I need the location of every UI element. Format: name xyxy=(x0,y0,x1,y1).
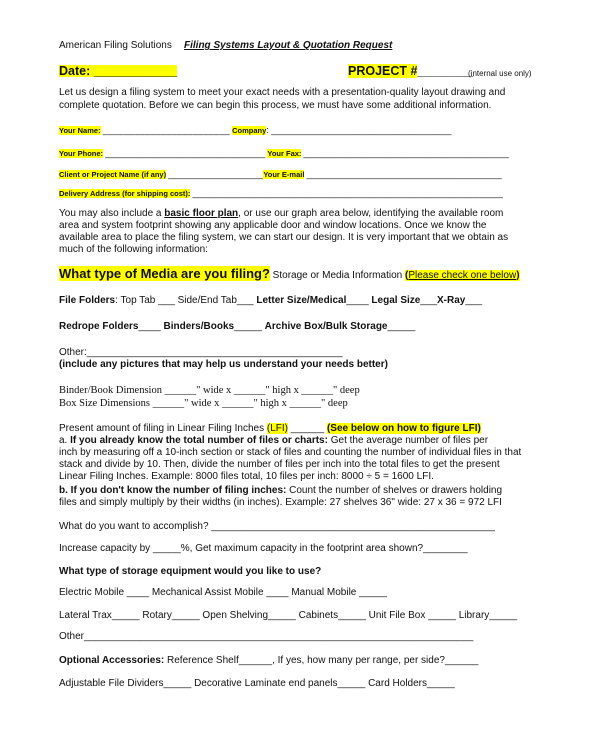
company-label: Company xyxy=(232,126,267,135)
delivery-row xyxy=(59,187,503,200)
legal-blank[interactable]: ___ xyxy=(420,295,438,306)
company-name: American Filing Solutions xyxy=(59,40,172,51)
pictures-note xyxy=(59,359,388,371)
project-label: PROJECT # xyxy=(348,64,418,78)
project-field[interactable] xyxy=(348,65,473,77)
legal-label: Legal Size xyxy=(371,295,421,306)
document-title xyxy=(184,40,392,52)
email-input[interactable]: _______________________________________ xyxy=(306,169,502,179)
increase-capacity-field[interactable]: Increase capacity by _____%, Get maximum capacity in the footprint area shown?________ xyxy=(59,543,468,554)
redrope-label: Redrope Folders xyxy=(59,321,139,332)
name-label: Your Name: xyxy=(59,126,101,135)
redrope-blank[interactable]: ____ xyxy=(138,321,164,332)
binders-blank[interactable]: _____ xyxy=(234,321,265,332)
lfi-a-line-3: stack and divide by 10. Then, divide the number of files per inch into the total files to get the present xyxy=(59,459,500,470)
floorplan-link[interactable]: basic floor plan xyxy=(164,208,239,219)
lfi-present: Present amount of filing in Linear Filing Inches xyxy=(59,423,267,434)
lfi-a-line-4: Linear Filing Inches. Example: 8000 files total, 10 files per inch: 8000 ÷ 5 = 1600 LFI. xyxy=(59,471,434,482)
lfi-a-line-1 xyxy=(59,435,488,447)
box-dimension[interactable]: Box Size Dimensions ______" wide x ______" high x ______" deep xyxy=(59,398,348,409)
floorplan-pre: You may also include a xyxy=(59,208,165,219)
phone-input[interactable]: ________________________________ xyxy=(105,148,266,158)
name-row xyxy=(59,124,451,137)
check-note: Please check one below xyxy=(408,270,517,281)
lfi-b-bold: b. If you don't know the number of filing inches: xyxy=(59,485,287,496)
media-question-row xyxy=(59,266,520,283)
letter-label: Letter Size/Medical xyxy=(256,295,347,306)
file-folders-options[interactable]: : Top Tab ___ Side/End Tab___ xyxy=(115,295,257,306)
paren-open: ( xyxy=(404,270,409,281)
archive-blank[interactable]: _____ xyxy=(387,321,416,332)
archive-label: Archive Box/Bulk Storage xyxy=(264,321,388,332)
floorplan-line-3: available area to place the filing system, we can start our design. It is very important that we obtain as xyxy=(59,232,509,243)
file-folders-row xyxy=(59,295,482,307)
pictures-note-text: (include any pictures that may help us understand your needs better) xyxy=(59,359,388,370)
intro-line-1: Let us design a filing system to meet your exact needs with a presentation-quality layout drawing and xyxy=(59,87,506,98)
company-input[interactable]: : ____________________________________ xyxy=(266,125,452,135)
date-field[interactable] xyxy=(59,65,177,77)
lfi-see-below: (See below on how to figure LFI) xyxy=(326,423,481,434)
storage-row-1[interactable]: Electric Mobile ____ Mechanical Assist Mobile ____ Manual Mobile _____ xyxy=(59,587,387,598)
accomplish-field[interactable]: What do you want to accomplish? ___________________________________________________ xyxy=(59,521,495,532)
lfi-a-line-2: inch by measuring off a 10-inch section or stack of files and counting the number of individual files in that xyxy=(59,447,522,458)
title-text: Filing Systems Layout & Quotation Request xyxy=(184,40,393,51)
date-label: Date: ____________ xyxy=(59,64,178,78)
storage-other[interactable]: Other______________________________________________________________________ xyxy=(59,631,474,642)
client-row xyxy=(59,168,502,181)
letter-blank[interactable]: ____ xyxy=(346,295,372,306)
accessories-label: Optional Accessories: xyxy=(59,655,165,666)
delivery-label: Delivery Address (for shipping cost): xyxy=(59,189,191,198)
reference-shelf-field[interactable]: Reference Shelf______, If yes, how many per range, per side?______ xyxy=(164,655,479,666)
file-folders-label: File Folders xyxy=(59,295,116,306)
lfi-a-prefix: a. xyxy=(59,435,71,446)
storage-question xyxy=(59,566,321,578)
lfi-b-line-2: files and simply multiply by their widths (in inches). Example: 27 shelves 36" wide: 27 x 36 = 972 LFI xyxy=(59,497,502,508)
storage-info: Storage or Media Information xyxy=(269,270,405,281)
floorplan-line-1 xyxy=(59,208,503,220)
binder-dimension[interactable]: Binder/Book Dimension ______" wide x ______" high x ______" deep xyxy=(59,385,360,396)
delivery-input[interactable]: ______________________________________________________________ xyxy=(192,188,503,198)
client-input[interactable]: ___________________ xyxy=(168,169,264,179)
project-blank: ________ xyxy=(417,64,474,78)
media-other[interactable]: Other:______________________________________________ xyxy=(59,347,343,358)
lfi-row xyxy=(59,423,481,435)
fax-label: Your Fax: xyxy=(267,149,302,158)
phone-label: Your Phone: xyxy=(59,149,104,158)
paren-close: ) xyxy=(516,270,520,281)
lfi-a-bold: If you already know the total number of files or charts: xyxy=(70,435,328,446)
floorplan-line-2: area and system footprint showing any applicable door and window locations. Once we know the xyxy=(59,220,487,231)
lfi-tag: (LFI) xyxy=(266,423,288,434)
intro-line-2: complete quotation. Before we can begin this process, we must have some additional information. xyxy=(59,100,492,111)
name-input[interactable]: ________________________ xyxy=(102,125,230,135)
lfi-b-line-1 xyxy=(59,485,502,497)
binders-label: Binders/Books xyxy=(163,321,235,332)
internal-note: (internal use only) xyxy=(468,69,532,78)
client-label: Client or Project Name (if any) xyxy=(59,170,167,179)
lfi-blank[interactable]: ______ xyxy=(288,423,327,434)
storage-question-text: What type of storage equipment would you like to use? xyxy=(59,566,322,577)
email-label: Your E-mail xyxy=(263,170,305,179)
phone-row xyxy=(59,147,509,160)
fax-input[interactable]: _________________________________________ xyxy=(303,148,509,158)
redrope-row xyxy=(59,321,415,333)
xray-label: X-Ray xyxy=(437,295,466,306)
lfi-b-rest: Count the number of shelves or drawers holding xyxy=(286,485,503,496)
lfi-a-rest: Get the average number of files per xyxy=(327,435,489,446)
floorplan-post: , or use our graph area below, identifying the available room xyxy=(238,208,504,219)
accessories-row xyxy=(59,655,478,667)
media-question: What type of Media are you filing? xyxy=(59,266,270,281)
accessories-row-2[interactable]: Adjustable File Dividers_____ Decorative Laminate end panels_____ Card Holders_____ xyxy=(59,678,455,689)
storage-row-2[interactable]: Lateral Trax_____ Rotary_____ Open Shelving_____ Cabinets_____ Unit File Box _____ Library_____ xyxy=(59,610,518,621)
floorplan-line-4: much of the following information: xyxy=(59,244,208,255)
xray-blank[interactable]: ___ xyxy=(465,295,483,306)
